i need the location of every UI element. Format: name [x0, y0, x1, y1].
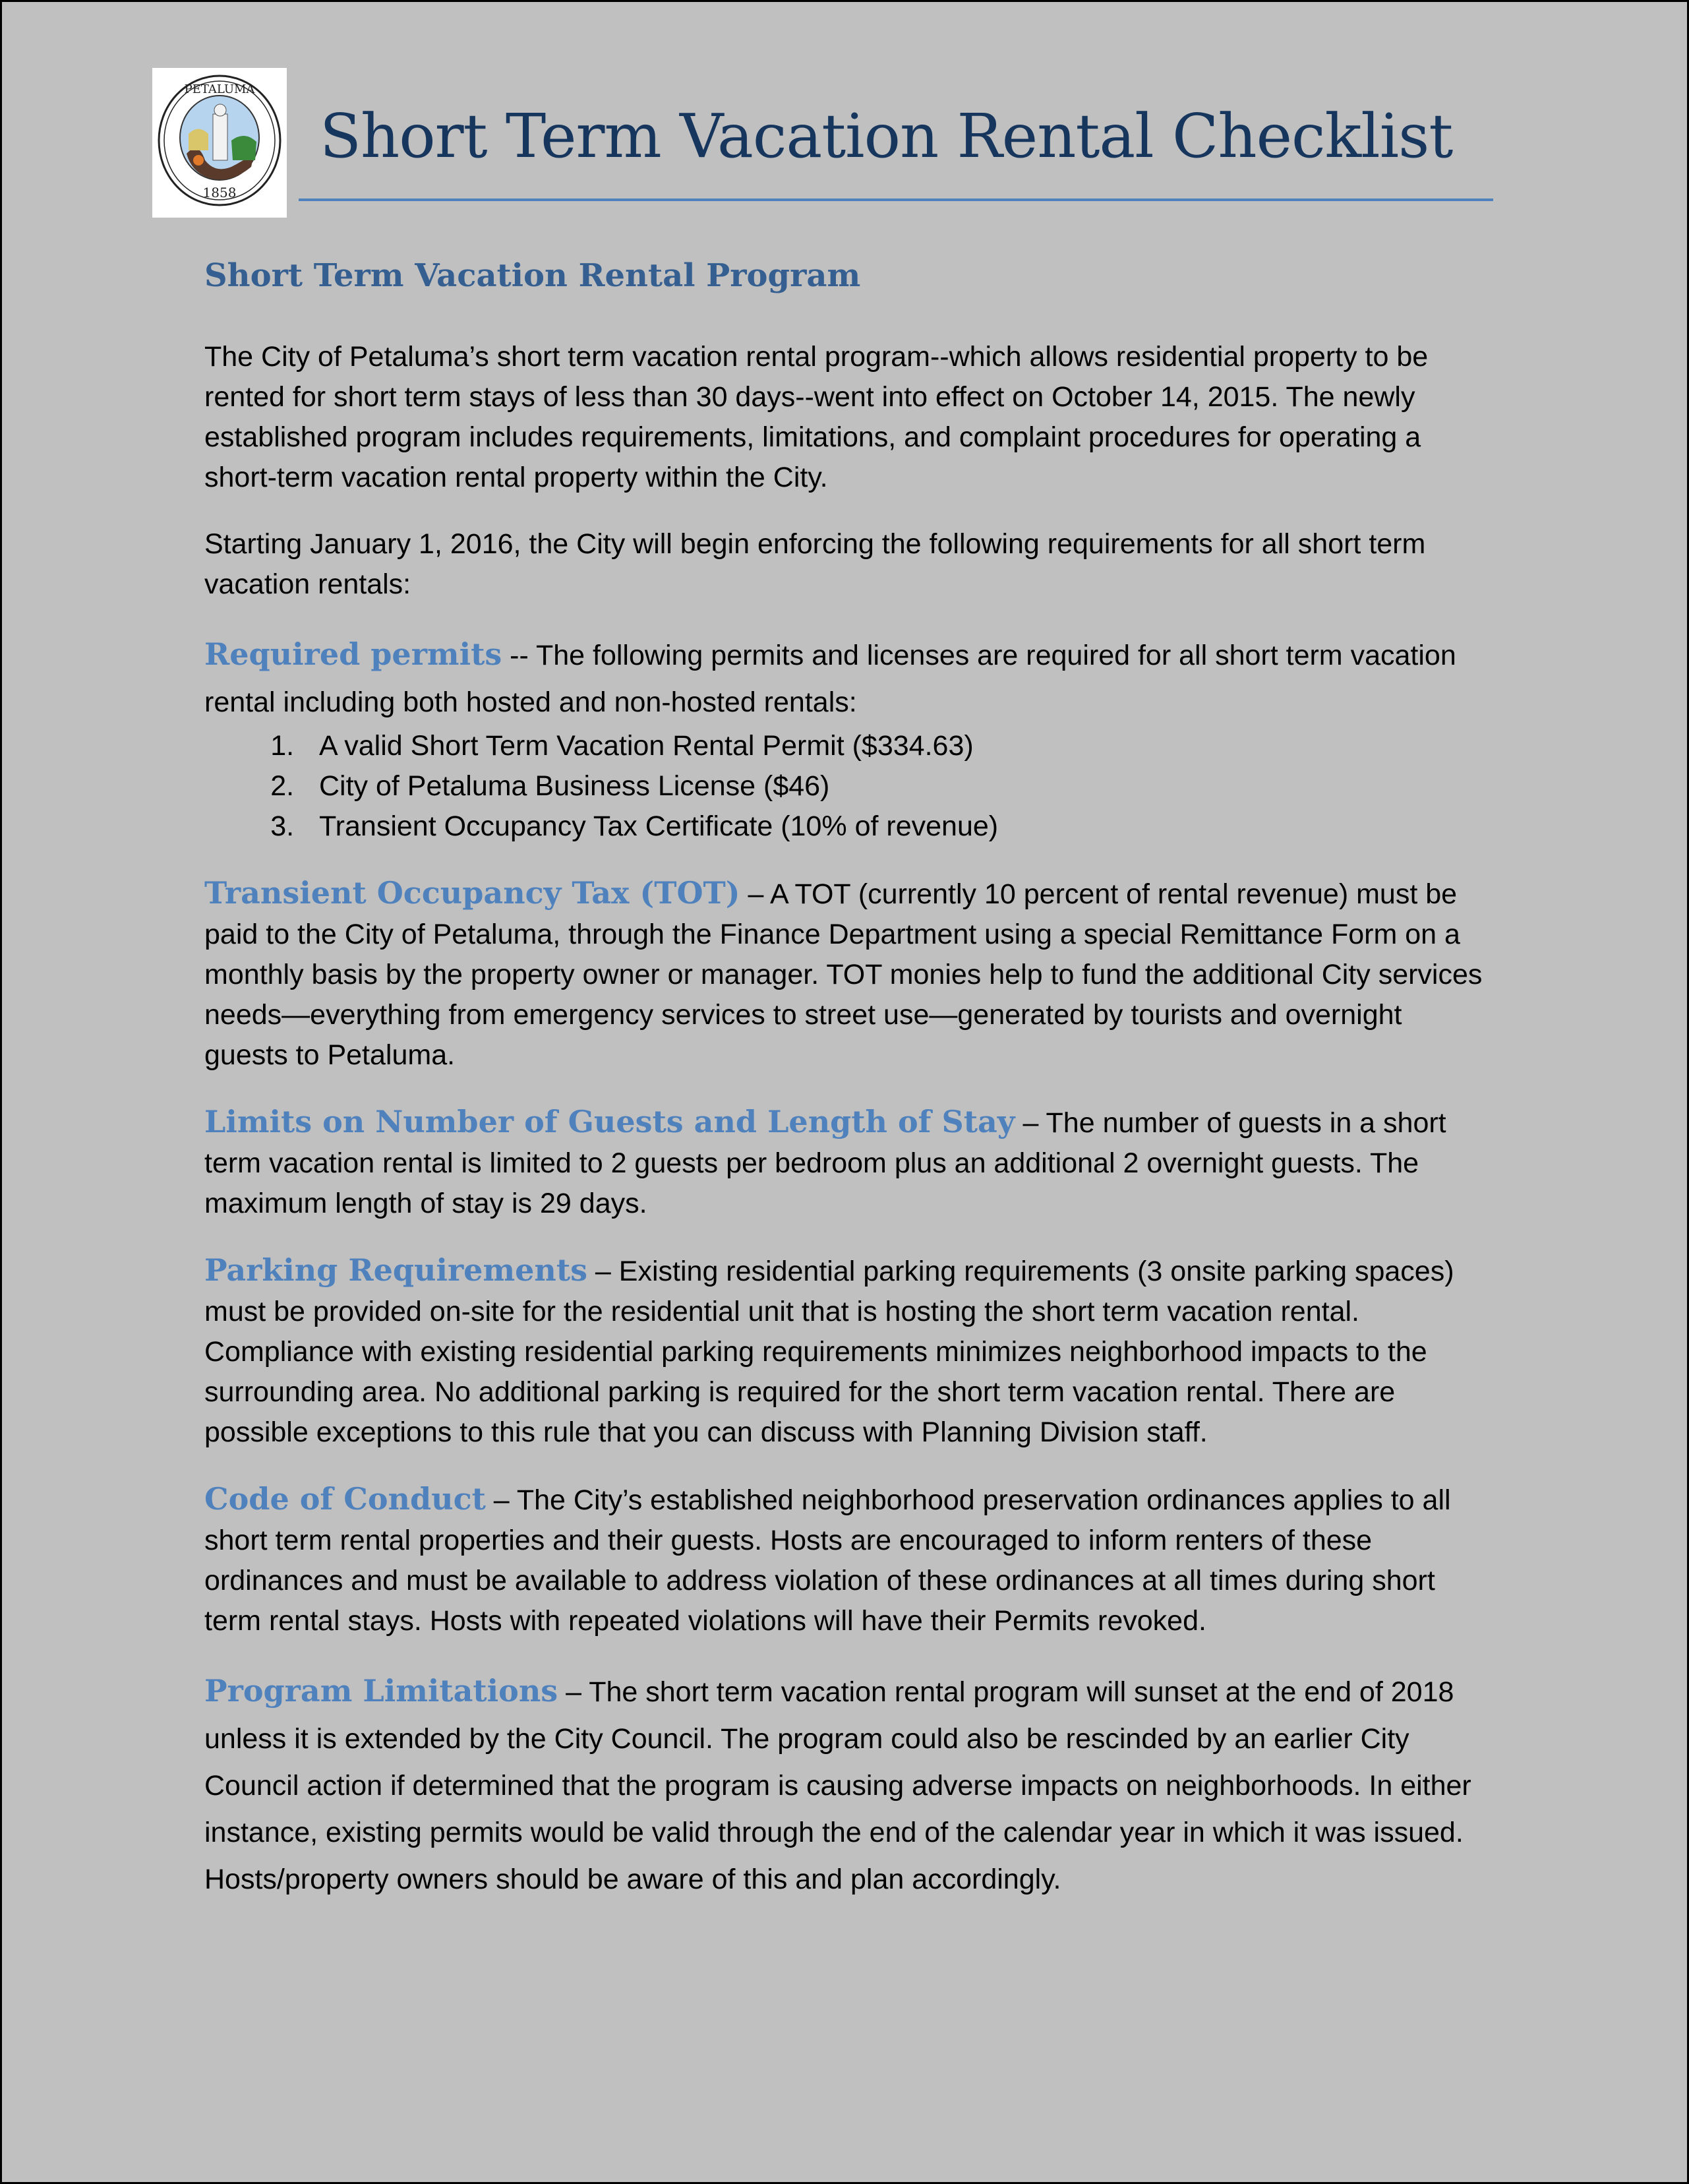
required-permits-section	[204, 631, 1487, 847]
intro-paragraph: The City of Petaluma’s short term vacation rental program--which allows residential property to be rented for short term stays of less than 30 days--went into effect on October 14, 2015. The newly established program includes requirements, limitations, and complaint procedures for operating a short-term vacation rental property within the City.	[204, 341, 1429, 493]
parking-section	[204, 1250, 1487, 1453]
page-title: Short Term Vacation Rental Checklist	[320, 101, 1453, 171]
seal-ring-text: PETALUMA	[184, 82, 255, 96]
parking-text: – Existing residential parking requirements (3 onsite parking spaces) must be provided on-site for the residential unit that is hosting the short term vacation rental. Compliance with existing residential parking requirements minimizes neighborhood impacts to the surrounding area. No additional parking is required for the short term vacation rental. There are possible exceptions to this rule that you can discuss with Planning Division staff.	[204, 1256, 1454, 1448]
limitations-section	[204, 1668, 1487, 1903]
title-underline	[299, 198, 1493, 201]
limitations-text: – The short term vacation rental program will sunset at the end of 2018 unless it is extended by the City Council. The program could also be rescinded by an earlier City Council action if determined that the program is causing adverse impacts on neighborhoods. In either instance, existing permits would be valid through the end of the calendar year in which it was issued. Hosts/property owners should be aware of this and plan accordingly.	[204, 1676, 1471, 1895]
enforcement-paragraph: Starting January 1, 2016, the City will begin enforcing the following requirements for all short term vacation rentals:	[204, 528, 1426, 600]
conduct-section	[204, 1479, 1487, 1641]
required-permits-heading: Required permits	[204, 636, 502, 672]
document-body	[204, 253, 1487, 1929]
limits-heading: Limits on Number of Guests and Length of Stay	[204, 1104, 1015, 1139]
permit-item: 2. City of Petaluma Business License ($46)	[302, 766, 1487, 806]
permits-list	[204, 726, 1487, 847]
tot-heading: Transient Occupancy Tax (TOT)	[204, 875, 740, 911]
parking-heading: Parking Requirements	[204, 1252, 587, 1288]
limitations-heading: Program Limitations	[204, 1673, 558, 1709]
permit-item: 3. Transient Occupancy Tax Certificate (10% of revenue)	[302, 806, 1487, 847]
tot-text: – A TOT (currently 10 percent of rental revenue) must be paid to the City of Petaluma, through the Finance Department using a special Remittance Form on a monthly basis by the property owner or manager. TOT monies help to fund the additional City services needs—everything from emergency services to street use—generated by tourists and overnight guests to Petaluma.	[204, 878, 1483, 1071]
permit-item: 1. A valid Short Term Vacation Rental Permit ($334.63)	[302, 726, 1487, 766]
conduct-text: – The City’s established neighborhood preservation ordinances applies to all short term rental properties and their guests. Hosts are encouraged to inform renters of these ordinances and must be available to address violation of these ordinances at all times during short term rental stays. Hosts with repeated violations will have their Permits revoked.	[204, 1484, 1451, 1637]
seal-icon	[152, 68, 287, 218]
limits-section	[204, 1102, 1487, 1224]
conduct-heading: Code of Conduct	[204, 1481, 486, 1517]
tot-section	[204, 873, 1487, 1076]
seal-year: 1858	[202, 185, 237, 200]
required-permits-text: -- The following permits and licenses are required for all short term vacation rental including both hosted and non-hosted rentals:	[204, 640, 1456, 718]
limits-text: – The number of guests in a short term vacation rental is limited to 2 guests per bedroom plus an additional 2 overnight guests. The maximum length of stay is 29 days.	[204, 1107, 1446, 1219]
program-heading: Short Term Vacation Rental Program	[204, 257, 861, 294]
city-seal-logo	[152, 68, 287, 218]
